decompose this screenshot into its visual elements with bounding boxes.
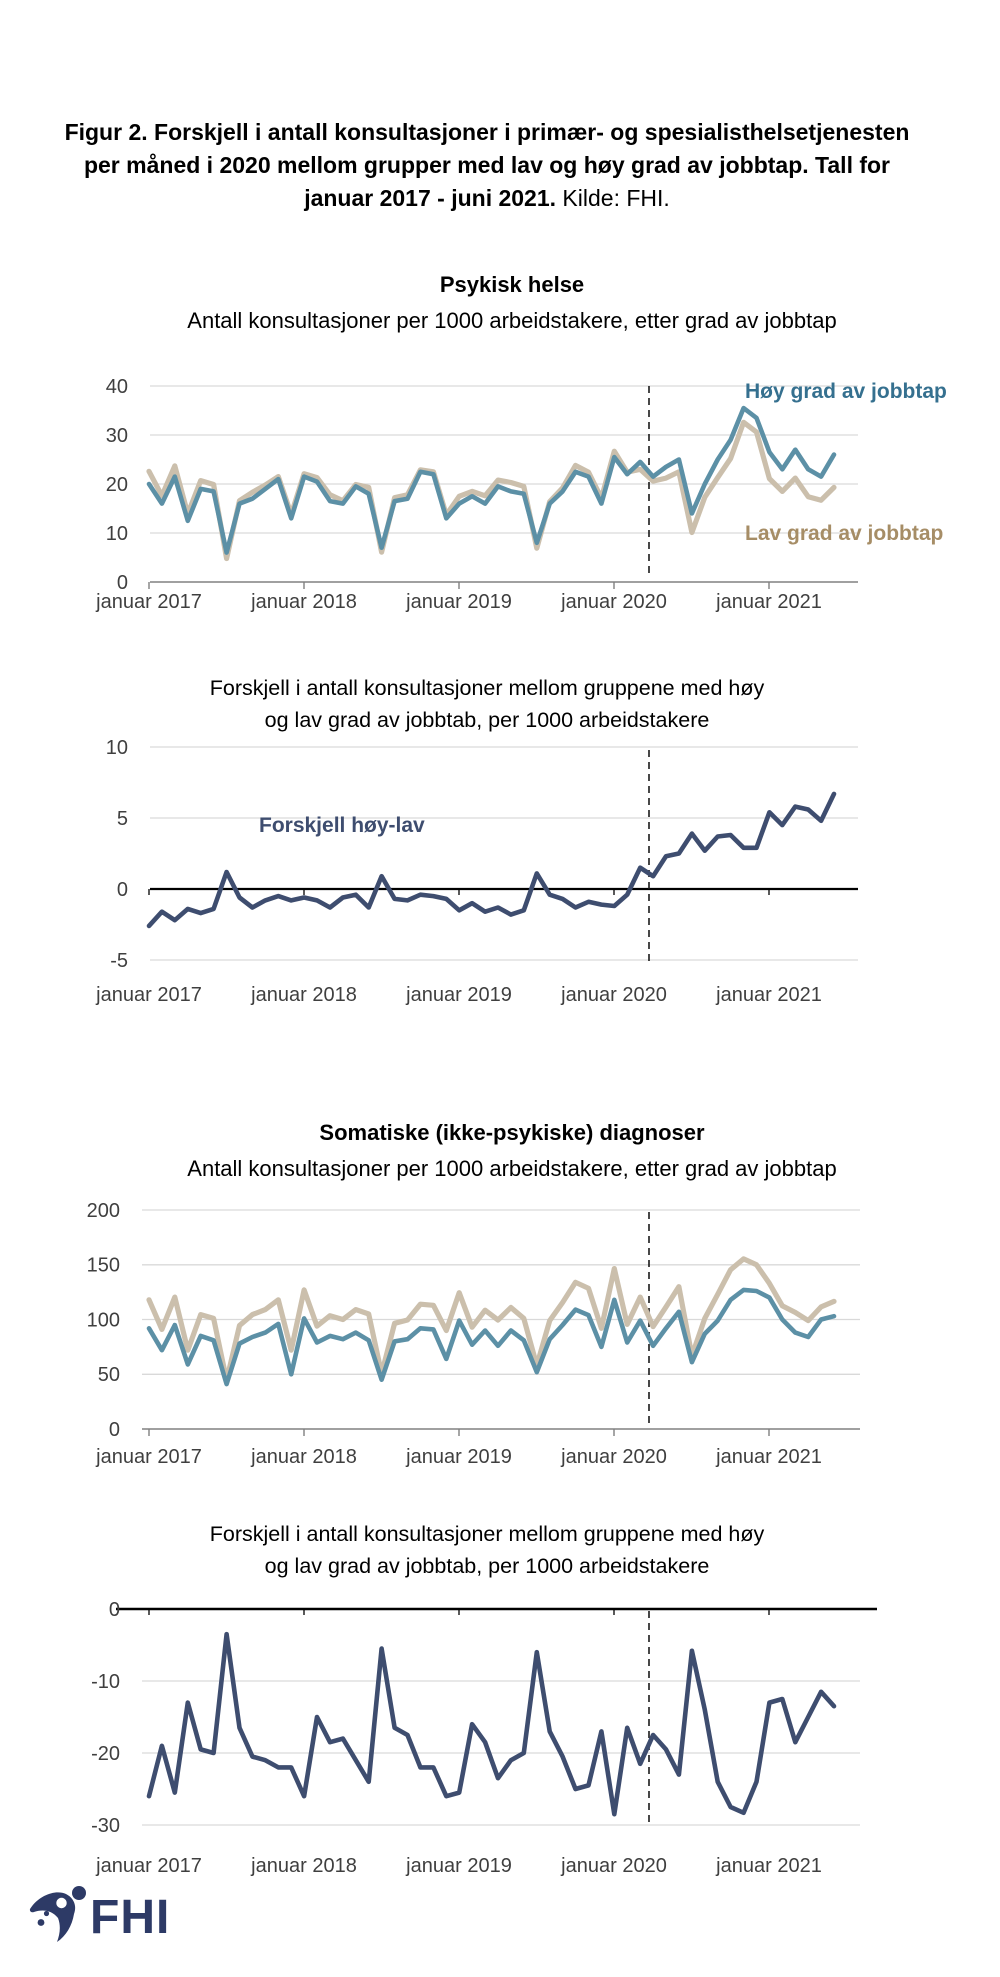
x-tick-label: januar 2018 [251, 1446, 357, 1468]
fhi-logo-text: FHI [90, 1891, 171, 1944]
series-line-hoy [149, 1290, 834, 1384]
y-tick-label: -10 [91, 1670, 120, 1693]
chart4-title-line2: og lav grad av jobbtab, per 1000 arbeidstakere [264, 1554, 710, 1578]
figure-title-line3: januar 2017 - juni 2021. Kilde: FHI. [304, 185, 670, 211]
chart-psykisk-nivaa [95, 376, 858, 613]
figure-title-line1: Figur 2. Forskjell i antall konsultasjoner i primær- og spesialisthelsetjenesten [64, 119, 910, 145]
fhi-small-dot-icon [44, 1911, 49, 1916]
x-tick-label: januar 2018 [251, 1855, 357, 1877]
fhi-swoosh-icon [30, 1892, 75, 1942]
chart3-title: Somatiske (ikke-psykiske) diagnoser [319, 1120, 705, 1145]
chart2-title [0, 672, 974, 736]
x-tick-label: januar 2020 [561, 591, 667, 613]
x-tick-label: januar 2019 [406, 1446, 512, 1468]
x-tick-label: januar 2018 [251, 591, 357, 613]
y-tick-label: 40 [105, 375, 128, 398]
y-tick-label: 0 [108, 1418, 120, 1441]
y-tick-label: 10 [105, 522, 128, 545]
x-tick-label: januar 2021 [716, 1446, 822, 1468]
y-tick-label: 200 [86, 1199, 120, 1222]
fhi-logo-mark [24, 1884, 94, 1948]
fhi-dot-icon [72, 1886, 86, 1900]
x-tick-label: januar 2017 [96, 1855, 202, 1877]
figure-title-line2: per måned i 2020 mellom grupper med lav og høy grad av jobbtap. Tall for [83, 152, 891, 178]
y-tick-label: 0 [116, 571, 128, 594]
chart1-title: Psykisk helse [439, 272, 585, 297]
y-tick-label: 100 [86, 1309, 120, 1332]
y-tick-label: 10 [105, 736, 128, 759]
series-label-hoy-grad: Høy grad av jobbtap [745, 380, 947, 403]
chart3-subtitle: Antall konsultasjoner per 1000 arbeidstakere, etter grad av jobbtap [187, 1156, 837, 1181]
x-tick-label: januar 2020 [561, 1446, 667, 1468]
x-tick-label: januar 2021 [716, 1855, 822, 1877]
figure-source: Kilde: FHI. [562, 185, 670, 211]
chart2-title-line1: Forskjell i antall konsultasjoner mellom gruppene med høy [209, 676, 765, 700]
x-tick-label: januar 2017 [96, 984, 202, 1006]
series-label-forskjell: Forskjell høy-lav [259, 814, 425, 837]
x-tick-label: januar 2020 [561, 1855, 667, 1877]
chart4-title [0, 1518, 974, 1582]
chart2-title-line2: og lav grad av jobbtab, per 1000 arbeidstakere [264, 708, 710, 732]
x-tick-label: januar 2017 [96, 591, 202, 613]
y-tick-label: -30 [91, 1814, 120, 1837]
y-tick-label: 5 [116, 807, 128, 830]
chart-somatisk-nivaa [87, 1200, 860, 1468]
y-tick-label: -20 [91, 1742, 120, 1765]
figure-title [0, 116, 974, 215]
x-tick-label: januar 2021 [716, 591, 822, 613]
fhi-small-dot-icon [38, 1919, 45, 1926]
y-tick-label: 20 [105, 473, 128, 496]
chart1-subtitle: Antall konsultasjoner per 1000 arbeidstakere, etter grad av jobbtap [187, 308, 837, 333]
series-line-diff [149, 1634, 834, 1814]
y-tick-label: -5 [110, 949, 128, 972]
chart-psykisk-forskjell [95, 737, 858, 1006]
y-tick-label: 150 [86, 1254, 120, 1277]
series-line-hoy [149, 408, 834, 552]
x-tick-label: januar 2018 [251, 984, 357, 1006]
y-tick-label: 0 [108, 1598, 120, 1621]
chart4-title-line1: Forskjell i antall konsultasjoner mellom gruppene med høy [209, 1522, 765, 1546]
chart-somatisk-forskjell [91, 1599, 877, 1877]
x-tick-label: januar 2019 [406, 1855, 512, 1877]
y-tick-label: 50 [97, 1364, 120, 1387]
series-line-diff [149, 794, 834, 926]
x-tick-label: januar 2019 [406, 591, 512, 613]
series-label-lav-grad: Lav grad av jobbtap [745, 522, 944, 545]
x-tick-label: januar 2017 [96, 1446, 202, 1468]
y-tick-label: 30 [105, 424, 128, 447]
x-tick-label: januar 2021 [716, 984, 822, 1006]
x-tick-label: januar 2020 [561, 984, 667, 1006]
x-tick-label: januar 2019 [406, 984, 512, 1006]
y-tick-label: 0 [116, 878, 128, 901]
